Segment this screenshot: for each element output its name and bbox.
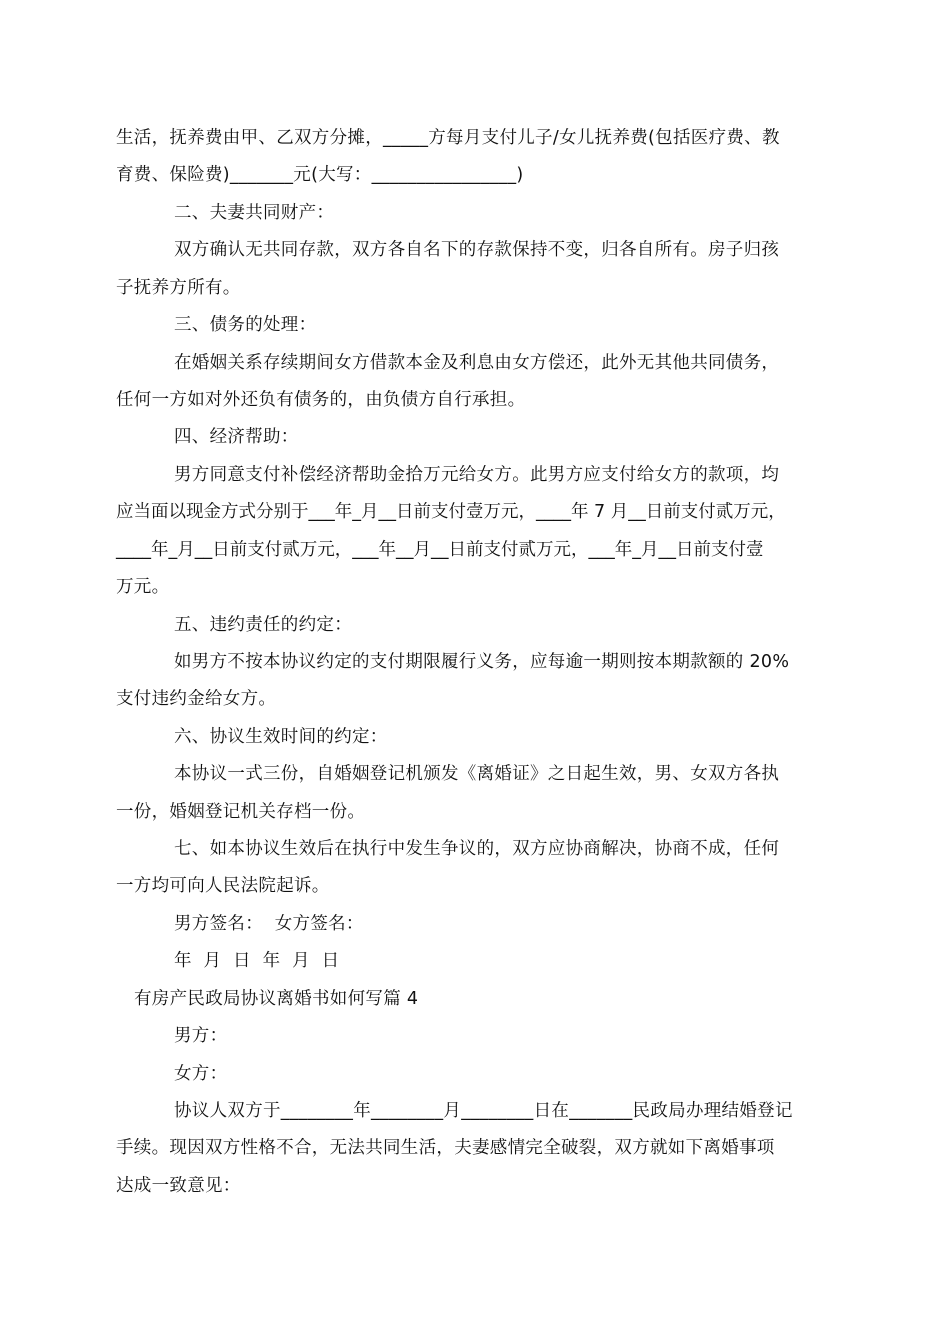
party-line: 女方： bbox=[174, 1064, 228, 1084]
section-heading: 五、违约责任的约定： bbox=[174, 615, 352, 635]
paragraph-line: 一份，婚姻登记机关存档一份。 bbox=[116, 802, 366, 822]
paragraph-line: 万元。 bbox=[116, 577, 170, 597]
paragraph-line: 在婚姻关系存续期间女方借款本金及利息由女方偿还，此外无其他共同债务， bbox=[174, 353, 780, 373]
paragraph-line: 育费、保险费)_______元(大写：________________) bbox=[116, 165, 524, 185]
paragraph-line: 子抚养方所有。 bbox=[116, 278, 241, 298]
section-heading: 二、夫妻共同财产： bbox=[174, 203, 335, 223]
paragraph-line: 支付违约金给女方。 bbox=[116, 689, 277, 709]
paragraph-line: 达成一致意见： bbox=[116, 1176, 241, 1196]
section-heading: 六、协议生效时间的约定： bbox=[174, 727, 388, 747]
section-heading: 三、债务的处理： bbox=[174, 315, 317, 335]
article-title: 有房产民政局协议离婚书如何写篇 4 bbox=[134, 989, 419, 1009]
party-line: 男方： bbox=[174, 1026, 228, 1046]
paragraph-line: 一方均可向人民法院起诉。 bbox=[116, 876, 330, 896]
paragraph-line: 双方确认无共同存款，双方各自名下的存款保持不变，归各自所有。房子归孩 bbox=[174, 240, 780, 260]
paragraph-line: 本协议一式三份，自婚姻登记机颁发《离婚证》之日起生效，男、女双方各执 bbox=[174, 764, 780, 784]
paragraph-line: 手续。现因双方性格不合，无法共同生活，夫妻感情完全破裂，双方就如下离婚事项 bbox=[116, 1138, 775, 1158]
date-line: 年 月 日 年 月 日 bbox=[174, 951, 340, 971]
paragraph-line: 协议人双方于________年________月________日在_______民政局办理结婚登记 bbox=[174, 1101, 793, 1121]
paragraph-line: ____年_月__日前支付贰万元，___年__月__日前支付贰万元，___年_月__日前支付壹 bbox=[116, 540, 764, 560]
signature-line: 男方签名： 女方签名： bbox=[174, 914, 364, 934]
paragraph-line: 生活，抚养费由甲、乙双方分摊，_____方每月支付儿子/女儿抚养费(包括医疗费、教 bbox=[116, 128, 780, 148]
paragraph-line: 应当面以现金方式分别于___年_月__日前支付壹万元，____年 7 月__日前支付贰万元， bbox=[116, 502, 786, 522]
section-heading: 四、经济帮助： bbox=[174, 427, 299, 447]
paragraph-line: 七、如本协议生效后在执行中发生争议的，双方应协商解决，协商不成，任何 bbox=[174, 839, 780, 859]
paragraph-line: 任何一方如对外还负有债务的，由负债方自行承担。 bbox=[116, 390, 526, 410]
paragraph-line: 男方同意支付补偿经济帮助金拾万元给女方。此男方应支付给女方的款项，均 bbox=[174, 465, 780, 485]
paragraph-line: 如男方不按本协议约定的支付期限履行义务，应每逾一期则按本期款额的 20% bbox=[174, 652, 790, 672]
